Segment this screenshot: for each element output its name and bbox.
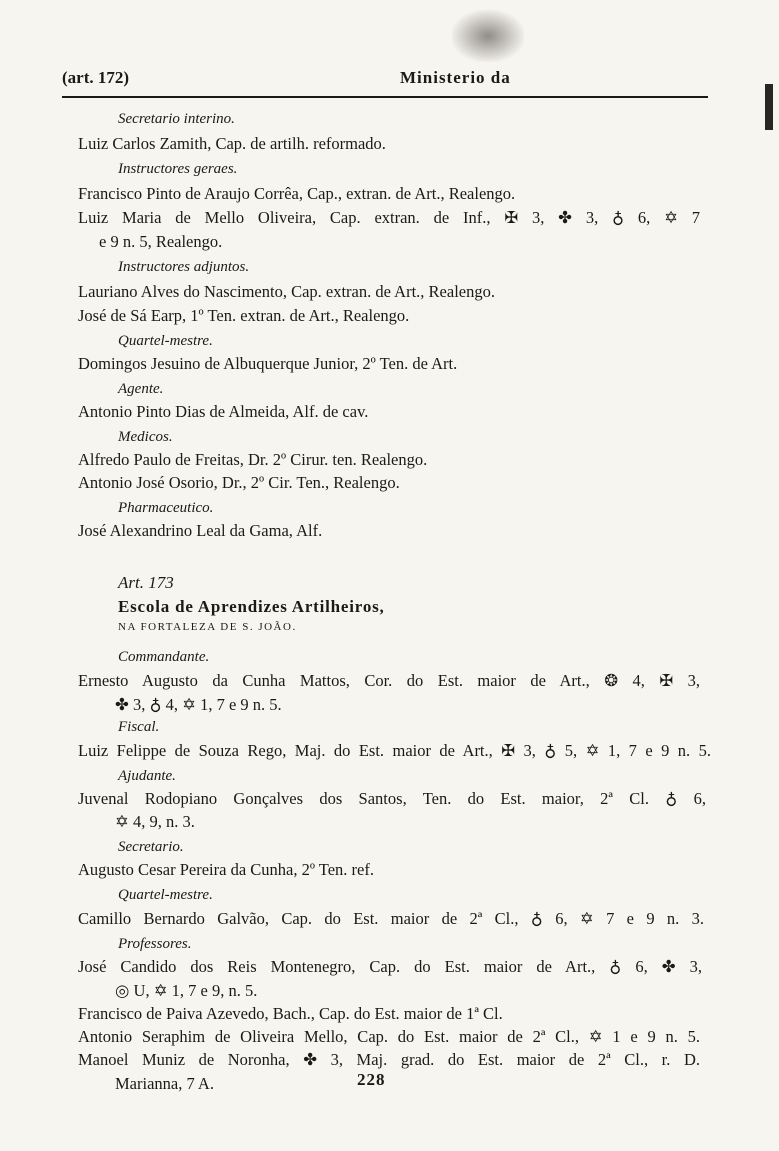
- article-number: Art. 173: [118, 573, 174, 592]
- entry-line: Juvenal Rodopiano Gonçalves dos Santos, Ten. do Est. maior, 2ª Cl. ♁ 6,: [78, 789, 706, 808]
- ink-smudge: [452, 10, 524, 62]
- entry-line: ◎ U, ✡ 1, 7 e 9, n. 5.: [115, 981, 258, 1000]
- entry-line: Antonio Seraphim de Oliveira Mello, Cap. do Est. maior de 2ª Cl., ✡ 1 e 9 n. 5.: [78, 1027, 700, 1046]
- entry-line: José Candido dos Reis Montenegro, Cap. do Est. maior de Art., ♁ 6, ✤ 3,: [78, 957, 702, 976]
- section-role-heading: Ajudante.: [118, 768, 176, 784]
- section-role-heading: Pharmaceutico.: [118, 500, 214, 516]
- entry-line: José Alexandrino Leal da Gama, Alf.: [78, 521, 323, 540]
- section-role-heading: Professores.: [118, 936, 192, 952]
- section-role-heading: Secretario.: [118, 839, 184, 855]
- entry-line: José de Sá Earp, 1º Ten. extran. de Art., Realengo.: [78, 306, 410, 325]
- entry-line: Antonio Pinto Dias de Almeida, Alf. de cav.: [78, 402, 369, 421]
- entry-line: Augusto Cesar Pereira da Cunha, 2º Ten. ref.: [78, 860, 374, 879]
- entry-line: Francisco Pinto de Araujo Corrêa, Cap., extran. de Art., Realengo.: [78, 184, 516, 203]
- running-header: [62, 64, 708, 98]
- institution-location: NA FORTALEZA DE S. JOÃO.: [118, 621, 297, 633]
- page-number: 228: [357, 1070, 386, 1089]
- header-article-ref: (art. 172): [62, 68, 130, 87]
- entry-line: e 9 n. 5, Realengo.: [99, 232, 223, 251]
- entry-line: Luiz Carlos Zamith, Cap. de artilh. reformado.: [78, 134, 386, 153]
- entry-line: ✡ 4, 9, n. 3.: [115, 812, 195, 831]
- section-role-heading: Quartel-mestre.: [118, 887, 213, 903]
- page-edge-mark: [765, 84, 773, 130]
- entry-line: Luiz Maria de Mello Oliveira, Cap. extran. de Inf., ✠ 3, ✤ 3, ♁ 6, ✡ 7: [78, 208, 700, 227]
- entry-line: Marianna, 7 A.: [115, 1074, 214, 1093]
- section-role-heading: Secretario interino.: [118, 111, 235, 127]
- section-role-heading: Fiscal.: [118, 719, 160, 735]
- section-role-heading: Commandante.: [118, 649, 210, 665]
- entry-line: Manoel Muniz de Noronha, ✤ 3, Maj. grad. do Est. maior de 2ª Cl., r. D.: [78, 1050, 700, 1069]
- entry-line: Camillo Bernardo Galvão, Cap. do Est. maior de 2ª Cl., ♁ 6, ✡ 7 e 9 n. 3.: [78, 909, 704, 928]
- entry-line: ✤ 3, ♁ 4, ✡ 1, 7 e 9 n. 5.: [115, 695, 282, 714]
- entry-line: Luiz Felippe de Souza Rego, Maj. do Est. maior de Art., ✠ 3, ♁ 5, ✡ 1, 7 e 9 n. 5.: [78, 741, 711, 760]
- section-role-heading: Instructores geraes.: [118, 161, 238, 177]
- section-role-heading: Quartel-mestre.: [118, 333, 213, 349]
- header-ministry-title: Ministerio da: [400, 68, 511, 87]
- entry-line: Francisco de Paiva Azevedo, Bach., Cap. do Est. maior de 1ª Cl.: [78, 1004, 503, 1023]
- institution-title: Escola de Aprendizes Artilheiros,: [118, 597, 385, 616]
- entry-line: Domingos Jesuino de Albuquerque Junior, 2º Ten. de Art.: [78, 354, 458, 373]
- section-role-heading: Agente.: [118, 381, 164, 397]
- section-role-heading: Instructores adjuntos.: [118, 259, 250, 275]
- entry-line: Alfredo Paulo de Freitas, Dr. 2º Cirur. ten. Realengo.: [78, 450, 428, 469]
- entry-line: Ernesto Augusto da Cunha Mattos, Cor. do Est. maior de Art., ❂ 4, ✠ 3,: [78, 671, 700, 690]
- section-role-heading: Medicos.: [118, 429, 173, 445]
- entry-line: Antonio José Osorio, Dr., 2º Cir. Ten., Realengo.: [78, 473, 400, 492]
- entry-line: Lauriano Alves do Nascimento, Cap. extran. de Art., Realengo.: [78, 282, 495, 301]
